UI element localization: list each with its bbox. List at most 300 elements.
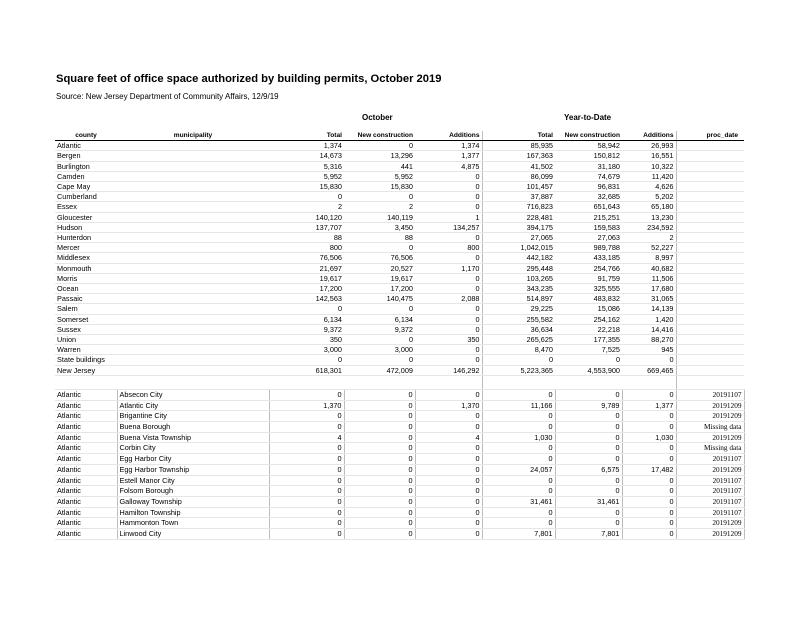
ytd-new-construction-cell: 91,759 — [555, 273, 622, 283]
ytd-new-construction-cell: 325,555 — [555, 284, 622, 294]
additions-cell: 0 — [415, 486, 482, 497]
additions-cell: 0 — [415, 411, 482, 422]
municipality-cell: Galloway Township — [117, 496, 269, 507]
county-row — [55, 151, 744, 161]
ytd-new-construction-cell: 0 — [555, 389, 622, 400]
additions-cell: 0 — [415, 496, 482, 507]
county-cell: Atlantic — [55, 141, 117, 151]
new-construction-cell: 88 — [344, 233, 415, 243]
new-construction-cell: 0 — [344, 496, 415, 507]
header-municipality: municipality — [117, 131, 269, 141]
proc-date-cell: 20191209 — [676, 518, 744, 529]
municipality-cell — [117, 345, 269, 355]
ytd-total-cell: 442,182 — [482, 253, 555, 263]
ytd-additions-cell: 0 — [622, 529, 676, 540]
total-cell: 0 — [269, 389, 344, 400]
ytd-total-cell: 343,235 — [482, 284, 555, 294]
municipality-row — [55, 432, 744, 443]
municipality-cell — [117, 212, 269, 222]
county-cell: Essex — [55, 202, 117, 212]
county-row — [55, 294, 744, 304]
header-county: county — [55, 131, 117, 141]
additions-cell: 2,088 — [415, 294, 482, 304]
ytd-additions-cell: 16,551 — [622, 151, 676, 161]
proc-date-cell — [676, 151, 744, 161]
ytd-total-cell: 101,457 — [482, 182, 555, 192]
new-construction-cell: 140,119 — [344, 212, 415, 222]
header-ytd-total: Total — [482, 131, 555, 141]
total-cell: 0 — [269, 496, 344, 507]
permits-table — [55, 131, 745, 540]
ytd-additions-cell: 234,592 — [622, 222, 676, 232]
report-source: Source: New Jersey Department of Community Affairs, 12/9/19 — [56, 92, 279, 101]
county-row — [55, 243, 744, 253]
ytd-new-construction-cell: 0 — [555, 443, 622, 454]
new-construction-cell: 13,296 — [344, 151, 415, 161]
ytd-additions-cell: 52,227 — [622, 243, 676, 253]
new-construction-cell: 0 — [344, 464, 415, 475]
proc-date-cell: 20191107 — [676, 496, 744, 507]
county-cell: Atlantic — [55, 475, 117, 486]
ytd-additions-cell: 31,065 — [622, 294, 676, 304]
header-proc-date: proc_date — [676, 131, 744, 141]
new-construction-cell: 20,527 — [344, 263, 415, 273]
ytd-new-construction-cell: 22,218 — [555, 324, 622, 334]
county-row — [55, 314, 744, 324]
ytd-total-cell: 29,225 — [482, 304, 555, 314]
new-construction-cell: 2 — [344, 202, 415, 212]
new-construction-cell: 6,134 — [344, 314, 415, 324]
proc-date-cell — [676, 273, 744, 283]
ytd-new-construction-cell: 0 — [555, 486, 622, 497]
ytd-total-cell: 0 — [482, 454, 555, 465]
proc-date-cell — [676, 161, 744, 171]
additions-cell: 0 — [415, 273, 482, 283]
municipality-cell — [117, 243, 269, 253]
ytd-new-construction-cell: 483,832 — [555, 294, 622, 304]
ytd-new-construction-cell: 989,788 — [555, 243, 622, 253]
ytd-total-cell: 295,448 — [482, 263, 555, 273]
ytd-additions-cell: 4,626 — [622, 182, 676, 192]
county-cell: Atlantic — [55, 507, 117, 518]
additions-cell: 0 — [415, 454, 482, 465]
county-row — [55, 365, 744, 375]
permits-table-container — [55, 131, 744, 540]
ytd-total-cell: 228,481 — [482, 212, 555, 222]
total-cell: 1,370 — [269, 400, 344, 411]
proc-date-cell: 20191107 — [676, 389, 744, 400]
total-cell: 2 — [269, 202, 344, 212]
ytd-new-construction-cell: 433,185 — [555, 253, 622, 263]
ytd-additions-cell: 0 — [622, 454, 676, 465]
proc-date-cell — [676, 263, 744, 273]
new-construction-cell: 0 — [344, 421, 415, 432]
section-spacer — [55, 375, 744, 389]
ytd-new-construction-cell: 0 — [555, 421, 622, 432]
total-cell: 0 — [269, 355, 344, 365]
county-cell: Ocean — [55, 284, 117, 294]
total-cell: 142,563 — [269, 294, 344, 304]
county-cell: Somerset — [55, 314, 117, 324]
county-cell: Atlantic — [55, 389, 117, 400]
ytd-additions-cell: 5,202 — [622, 192, 676, 202]
county-cell: Atlantic — [55, 432, 117, 443]
municipality-cell — [117, 314, 269, 324]
new-construction-cell: 0 — [344, 475, 415, 486]
municipality-row — [55, 400, 744, 411]
new-construction-cell: 0 — [344, 192, 415, 202]
ytd-additions-cell: 40,682 — [622, 263, 676, 273]
county-cell: Passaic — [55, 294, 117, 304]
total-cell: 0 — [269, 421, 344, 432]
proc-date-cell — [676, 335, 744, 345]
county-cell: Morris — [55, 273, 117, 283]
header-additions: Additions — [415, 131, 482, 141]
county-cell: Atlantic — [55, 400, 117, 411]
proc-date-cell — [676, 345, 744, 355]
municipality-cell: Egg Harbor Township — [117, 464, 269, 475]
ytd-total-cell: 0 — [482, 355, 555, 365]
additions-cell: 0 — [415, 443, 482, 454]
municipality-row — [55, 464, 744, 475]
municipality-cell: Hammonton Town — [117, 518, 269, 529]
municipality-row — [55, 389, 744, 400]
ytd-additions-cell: 14,139 — [622, 304, 676, 314]
year-to-date-group-header: Year-to-Date — [564, 113, 612, 122]
new-construction-cell: 19,617 — [344, 273, 415, 283]
county-cell: Gloucester — [55, 212, 117, 222]
new-construction-cell: 15,830 — [344, 182, 415, 192]
additions-cell: 0 — [415, 507, 482, 518]
ytd-total-cell: 31,461 — [482, 496, 555, 507]
municipality-cell — [117, 233, 269, 243]
additions-cell: 0 — [415, 345, 482, 355]
county-cell: Atlantic — [55, 464, 117, 475]
ytd-additions-cell: 17,680 — [622, 284, 676, 294]
county-row — [55, 192, 744, 202]
ytd-additions-cell: 0 — [622, 389, 676, 400]
ytd-total-cell: 85,935 — [482, 141, 555, 151]
additions-cell: 0 — [415, 284, 482, 294]
ytd-total-cell: 86,099 — [482, 171, 555, 181]
county-cell: Monmouth — [55, 263, 117, 273]
municipality-cell — [117, 171, 269, 181]
additions-cell: 0 — [415, 192, 482, 202]
county-cell: Atlantic — [55, 529, 117, 540]
county-cell: Hudson — [55, 222, 117, 232]
county-cell: Cumberland — [55, 192, 117, 202]
county-cell: Union — [55, 335, 117, 345]
total-cell: 0 — [269, 454, 344, 465]
ytd-additions-cell: 0 — [622, 411, 676, 422]
ytd-total-cell: 394,175 — [482, 222, 555, 232]
municipality-cell — [117, 294, 269, 304]
proc-date-cell — [676, 171, 744, 181]
ytd-total-cell: 5,223,365 — [482, 365, 555, 375]
ytd-total-cell: 36,634 — [482, 324, 555, 334]
county-cell: State buildings — [55, 355, 117, 365]
total-cell: 5,316 — [269, 161, 344, 171]
additions-cell: 0 — [415, 304, 482, 314]
new-construction-cell: 0 — [344, 335, 415, 345]
ytd-additions-cell: 17,482 — [622, 464, 676, 475]
county-cell: Bergen — [55, 151, 117, 161]
ytd-additions-cell: 65,180 — [622, 202, 676, 212]
ytd-total-cell: 0 — [482, 507, 555, 518]
county-cell: Atlantic — [55, 454, 117, 465]
ytd-total-cell: 41,502 — [482, 161, 555, 171]
additions-cell: 0 — [415, 529, 482, 540]
proc-date-cell — [676, 212, 744, 222]
ytd-total-cell: 716,823 — [482, 202, 555, 212]
ytd-new-construction-cell: 31,180 — [555, 161, 622, 171]
ytd-new-construction-cell: 32,685 — [555, 192, 622, 202]
municipality-cell: Atlantic City — [117, 400, 269, 411]
ytd-new-construction-cell: 0 — [555, 411, 622, 422]
additions-cell: 0 — [415, 464, 482, 475]
county-cell: Middlesex — [55, 253, 117, 263]
ytd-total-cell: 0 — [482, 486, 555, 497]
municipality-row — [55, 443, 744, 454]
ytd-new-construction-cell: 0 — [555, 475, 622, 486]
county-row — [55, 171, 744, 181]
proc-date-cell — [676, 202, 744, 212]
additions-cell: 0 — [415, 202, 482, 212]
municipality-cell: Buena Vista Township — [117, 432, 269, 443]
additions-cell: 134,257 — [415, 222, 482, 232]
ytd-total-cell: 37,887 — [482, 192, 555, 202]
ytd-new-construction-cell: 96,831 — [555, 182, 622, 192]
proc-date-cell — [676, 233, 744, 243]
new-construction-cell: 3,450 — [344, 222, 415, 232]
spacer-row — [55, 375, 744, 389]
ytd-new-construction-cell: 6,575 — [555, 464, 622, 475]
municipality-cell: Corbin City — [117, 443, 269, 454]
county-row — [55, 233, 744, 243]
ytd-new-construction-cell: 74,679 — [555, 171, 622, 181]
county-cell: Atlantic — [55, 486, 117, 497]
total-cell: 88 — [269, 233, 344, 243]
total-cell: 5,952 — [269, 171, 344, 181]
new-construction-cell: 5,952 — [344, 171, 415, 181]
municipality-rows — [55, 389, 744, 539]
header-ytd-additions: Additions — [622, 131, 676, 141]
municipality-cell: Brigantine City — [117, 411, 269, 422]
total-cell: 0 — [269, 475, 344, 486]
county-cell: Atlantic — [55, 518, 117, 529]
municipality-cell: Egg Harbor City — [117, 454, 269, 465]
municipality-cell — [117, 253, 269, 263]
county-row — [55, 263, 744, 273]
ytd-new-construction-cell: 254,766 — [555, 263, 622, 273]
municipality-cell — [117, 365, 269, 375]
proc-date-cell — [676, 294, 744, 304]
ytd-additions-cell: 1,420 — [622, 314, 676, 324]
total-cell: 4 — [269, 432, 344, 443]
ytd-additions-cell: 14,416 — [622, 324, 676, 334]
additions-cell: 0 — [415, 324, 482, 334]
municipality-cell — [117, 273, 269, 283]
ytd-total-cell: 514,897 — [482, 294, 555, 304]
proc-date-cell — [676, 192, 744, 202]
additions-cell: 1,377 — [415, 151, 482, 161]
municipality-cell — [117, 192, 269, 202]
new-construction-cell: 0 — [344, 507, 415, 518]
municipality-row — [55, 507, 744, 518]
new-construction-cell: 0 — [344, 141, 415, 151]
total-cell: 76,506 — [269, 253, 344, 263]
ytd-additions-cell: 0 — [622, 507, 676, 518]
report-title: Square feet of office space authorized by building permits, October 2019 — [56, 73, 442, 85]
total-cell: 3,000 — [269, 345, 344, 355]
new-construction-cell: 0 — [344, 486, 415, 497]
county-cell: Atlantic — [55, 443, 117, 454]
proc-date-cell — [676, 304, 744, 314]
municipality-row — [55, 496, 744, 507]
additions-cell: 1,374 — [415, 141, 482, 151]
municipality-row — [55, 421, 744, 432]
ytd-total-cell: 7,801 — [482, 529, 555, 540]
ytd-new-construction-cell: 15,086 — [555, 304, 622, 314]
total-cell: 0 — [269, 486, 344, 497]
total-cell: 350 — [269, 335, 344, 345]
county-row — [55, 345, 744, 355]
new-construction-cell: 0 — [344, 355, 415, 365]
county-cell: Atlantic — [55, 421, 117, 432]
total-cell: 0 — [269, 411, 344, 422]
additions-cell: 0 — [415, 182, 482, 192]
county-cell: Atlantic — [55, 496, 117, 507]
proc-date-cell: Missing data — [676, 443, 744, 454]
municipality-cell — [117, 324, 269, 334]
header-row — [55, 131, 744, 141]
municipality-cell — [117, 161, 269, 171]
ytd-new-construction-cell: 159,583 — [555, 222, 622, 232]
header-total: Total — [269, 131, 344, 141]
proc-date-cell — [676, 314, 744, 324]
ytd-additions-cell: 10,322 — [622, 161, 676, 171]
county-row — [55, 212, 744, 222]
new-construction-cell: 0 — [344, 411, 415, 422]
county-row — [55, 284, 744, 294]
total-cell: 0 — [269, 464, 344, 475]
county-cell: Warren — [55, 345, 117, 355]
new-construction-cell: 3,000 — [344, 345, 415, 355]
proc-date-cell: 20191209 — [676, 464, 744, 475]
total-cell: 21,697 — [269, 263, 344, 273]
county-cell: Atlantic — [55, 411, 117, 422]
proc-date-cell — [676, 284, 744, 294]
ytd-additions-cell: 669,465 — [622, 365, 676, 375]
ytd-additions-cell: 26,993 — [622, 141, 676, 151]
ytd-total-cell: 0 — [482, 443, 555, 454]
proc-date-cell — [676, 182, 744, 192]
county-cell: Mercer — [55, 243, 117, 253]
proc-date-cell — [676, 243, 744, 253]
ytd-additions-cell: 11,420 — [622, 171, 676, 181]
total-cell: 137,707 — [269, 222, 344, 232]
total-cell: 0 — [269, 507, 344, 518]
additions-cell: 1 — [415, 212, 482, 222]
municipality-cell — [117, 141, 269, 151]
additions-cell: 1,170 — [415, 263, 482, 273]
ytd-total-cell: 0 — [482, 475, 555, 486]
proc-date-cell — [676, 324, 744, 334]
municipality-cell: Absecon City — [117, 389, 269, 400]
county-cell: Hunterdon — [55, 233, 117, 243]
ytd-new-construction-cell: 27,063 — [555, 233, 622, 243]
ytd-new-construction-cell: 7,525 — [555, 345, 622, 355]
ytd-new-construction-cell: 0 — [555, 432, 622, 443]
additions-cell: 0 — [415, 171, 482, 181]
municipality-row — [55, 454, 744, 465]
county-cell: Cape May — [55, 182, 117, 192]
ytd-new-construction-cell: 215,251 — [555, 212, 622, 222]
proc-date-cell: 20191209 — [676, 529, 744, 540]
ytd-additions-cell: 2 — [622, 233, 676, 243]
ytd-total-cell: 265,625 — [482, 335, 555, 345]
ytd-total-cell: 0 — [482, 421, 555, 432]
total-cell: 0 — [269, 443, 344, 454]
municipality-cell — [117, 202, 269, 212]
proc-date-cell: 20191107 — [676, 507, 744, 518]
ytd-total-cell: 1,030 — [482, 432, 555, 443]
header-ytd-new-construction: New construction — [555, 131, 622, 141]
county-row — [55, 182, 744, 192]
header-new-construction: New construction — [344, 131, 415, 141]
total-cell: 9,372 — [269, 324, 344, 334]
proc-date-cell: 20191107 — [676, 454, 744, 465]
total-cell: 140,120 — [269, 212, 344, 222]
new-construction-cell: 0 — [344, 443, 415, 454]
additions-cell: 0 — [415, 421, 482, 432]
ytd-additions-cell: 0 — [622, 486, 676, 497]
municipality-row — [55, 518, 744, 529]
county-row — [55, 202, 744, 212]
ytd-additions-cell: 1,030 — [622, 432, 676, 443]
county-cell: Sussex — [55, 324, 117, 334]
ytd-new-construction-cell: 651,643 — [555, 202, 622, 212]
additions-cell: 0 — [415, 233, 482, 243]
new-construction-cell: 9,372 — [344, 324, 415, 334]
county-row — [55, 355, 744, 365]
ytd-additions-cell: 13,230 — [622, 212, 676, 222]
additions-cell: 800 — [415, 243, 482, 253]
ytd-additions-cell: 0 — [622, 518, 676, 529]
total-cell: 17,200 — [269, 284, 344, 294]
new-construction-cell: 0 — [344, 529, 415, 540]
municipality-cell: Folsom Borough — [117, 486, 269, 497]
ytd-new-construction-cell: 150,812 — [555, 151, 622, 161]
total-cell: 618,301 — [269, 365, 344, 375]
proc-date-cell: 20191209 — [676, 432, 744, 443]
new-construction-cell: 441 — [344, 161, 415, 171]
municipality-cell — [117, 304, 269, 314]
new-construction-cell: 0 — [344, 518, 415, 529]
municipality-cell — [117, 182, 269, 192]
ytd-total-cell: 24,057 — [482, 464, 555, 475]
county-row — [55, 273, 744, 283]
county-row — [55, 304, 744, 314]
ytd-additions-cell: 0 — [622, 421, 676, 432]
ytd-new-construction-cell: 177,355 — [555, 335, 622, 345]
ytd-additions-cell: 0 — [622, 443, 676, 454]
ytd-new-construction-cell: 31,461 — [555, 496, 622, 507]
county-cell: Burlington — [55, 161, 117, 171]
county-row — [55, 253, 744, 263]
total-cell: 0 — [269, 192, 344, 202]
additions-cell: 0 — [415, 389, 482, 400]
